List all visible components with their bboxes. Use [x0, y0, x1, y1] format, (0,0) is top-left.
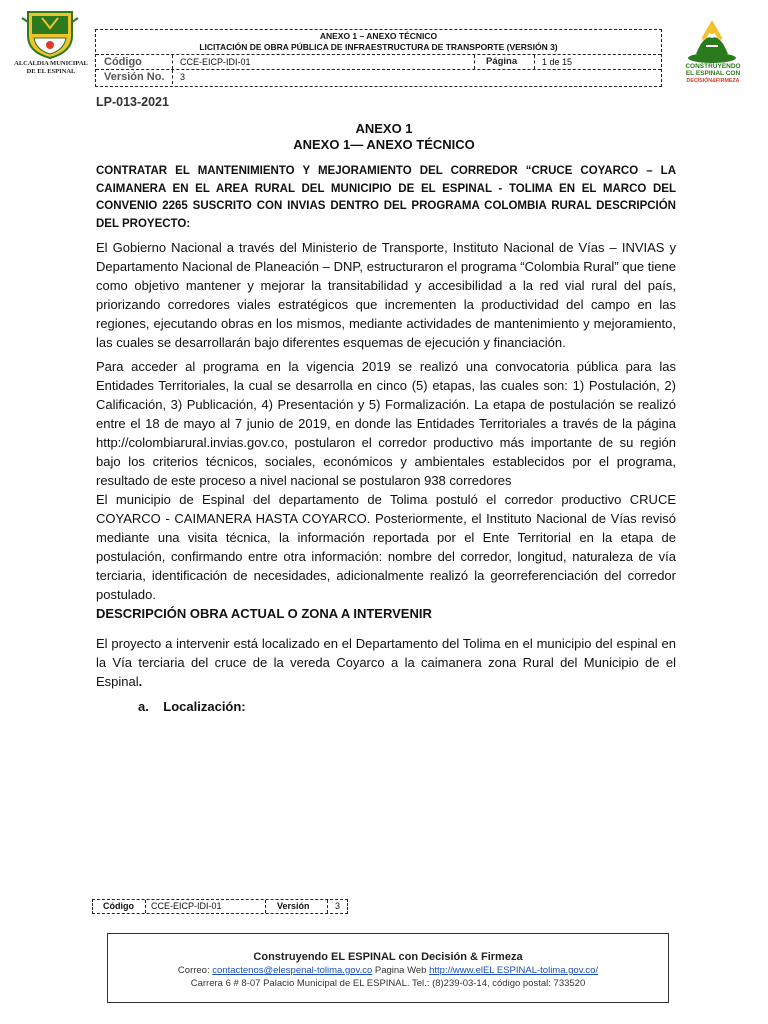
annex-subtitle: ANEXO 1— ANEXO TÉCNICO — [293, 137, 475, 152]
codigo-label: Código — [104, 56, 142, 68]
footer-codigo-label: Código — [103, 901, 134, 911]
document-header-box — [95, 29, 662, 87]
paragraph-call-process: Para acceder al programa en la vigencia 2019 se realizó una convocatoria pública para las Entidades Territoriales, la cual se desarrolla en cinco (5) etapas, las cuales son: 1) Postulación, 2) Calificación, 3) Publicación, 4) Presentación y 5) Formalización. La etapa de postulación se realizó entre el 18 de mayo al 7 junio de 2019, en donde las Entidades Territoriales a través de la página http://colombiarural.invias.gov.co, postularon el corredor productivo más importante de su región bajo los criterios técnicos, sociales, económicos y ambientales establecidos por el programa, resultado de este proceso a nivel nacional se postularon 938 corredores — [96, 359, 676, 488]
contract-object-statement: CONTRATAR EL MANTENIMIENTO Y MEJORAMIENTO DEL CORREDOR “CRUCE COYARCO – LA CAIMANERA EN EL AREA RURAL DEL MUNICIPIO DE EL ESPINAL - TOLIMA EN EL MARCO DEL CONVENIO 2265 SUSCRITO CON INVIAS DENTRO DEL PROGRAMA COLOMBIA RURAL DESCRIPCIÓN DEL PROYECTO: — [96, 165, 676, 230]
header-bid-title: LICITACIÓN DE OBRA PÚBLICA DE INFRAESTRUCTURA DE TRANSPORTE (VERSIÓN 3) — [199, 42, 558, 52]
pagina-label: Página — [486, 56, 518, 67]
version-value: 3 — [180, 72, 186, 82]
campaign-logo-caption: CONSTRUYENDO EL ESPINAL CON DECISIÓN&FIRMEZA — [685, 63, 741, 84]
footer-contact-line: Correo: contactenos@elespenal-tolima.gov.co Pagina Web http://www.elEL ESPINAL-tolima.gov.co/ — [177, 965, 599, 976]
process-reference: LP-013-2021 — [96, 95, 169, 109]
footer-contact-box — [107, 933, 669, 1003]
subsection-localizacion: a. Localización: — [138, 699, 246, 714]
footer-code-strip — [92, 899, 348, 914]
pagina-value: 1 de 15 — [542, 57, 573, 67]
municipal-logo-caption: ALCALDIA MUNICIPAL DE EL ESPINAL — [14, 60, 88, 75]
paragraph-municipal-application: El municipio de Espinal del departamento de Tolima postuló el corredor productivo CRUCE COYARCO - CAIMANERA HASTA COYARCO. Posteriormente, el Instituto Nacional de Vías revisó mediante una visita técnica, la información reportada por el Ente Territorial en la etapa de postulación, confirmando entre otra información: nombre del corredor, longitud, naturaleza de vía terciaria, identificación de necesidades, adicionalmente realizó la georreferenciación del corredor postulado. — [96, 492, 676, 602]
paragraph-program-background: El Gobierno Nacional a través del Ministerio de Transporte, Instituto Nacional de Vías – INVIAS y Departamento Nacional de Planeación – DNP, estructuraron el programa “Colombia Rural” que tiene como objetivo mantener y mejorar la transitabilidad y accesibilidad a la red vial rural del país, priorizando corredores viales estratégicos que incrementen la productividad del campo en las regiones, ejecutando obras en los mismos, mediante actividades de mantenimiento y mejoramiento, las cuales se desarrollarán bajo diferentes esquemas de ejecución y financiación. — [96, 240, 676, 350]
footer-slogan: Construyendo EL ESPINAL con Decisión & Firmeza — [253, 951, 523, 963]
footer-address: Carrera 6 # 8-07 Palacio Municipal de EL ESPINAL. Tel.: (8)239-03-14, código postal: 733520 — [190, 978, 586, 989]
version-label: Versión No. — [104, 71, 165, 83]
annex-title: ANEXO 1 — [355, 121, 413, 136]
footer-version-value: 3 — [335, 901, 341, 911]
codigo-value: CCE-EICP-IDI-01 — [180, 57, 251, 67]
header-annex-title: ANEXO 1 – ANEXO TÉCNICO — [319, 31, 438, 41]
header-codigo-row — [96, 54, 661, 69]
section-heading-current-works: DESCRIPCIÓN OBRA ACTUAL O ZONA A INTERVENIR — [96, 606, 432, 621]
header-version-row — [96, 69, 661, 84]
footer-codigo-value: CCE-EICP-IDI-01 — [151, 901, 222, 911]
paragraph-project-location: El proyecto a intervenir está localizado en el Departamento del Tolima en el municipio del espinal en la Vía terciaria del cruce de la vereda Coyarco a la caimanera zona Rural del Municipio de el Espinal. — [96, 636, 676, 689]
footer-version-label: Versión — [277, 901, 310, 911]
footer-website-link[interactable]: http://www.elEL ESPINAL-tolima.gov.co/ — [429, 965, 599, 976]
footer-email-link[interactable]: contactenos@elespenal-tolima.gov.co — [212, 965, 373, 976]
